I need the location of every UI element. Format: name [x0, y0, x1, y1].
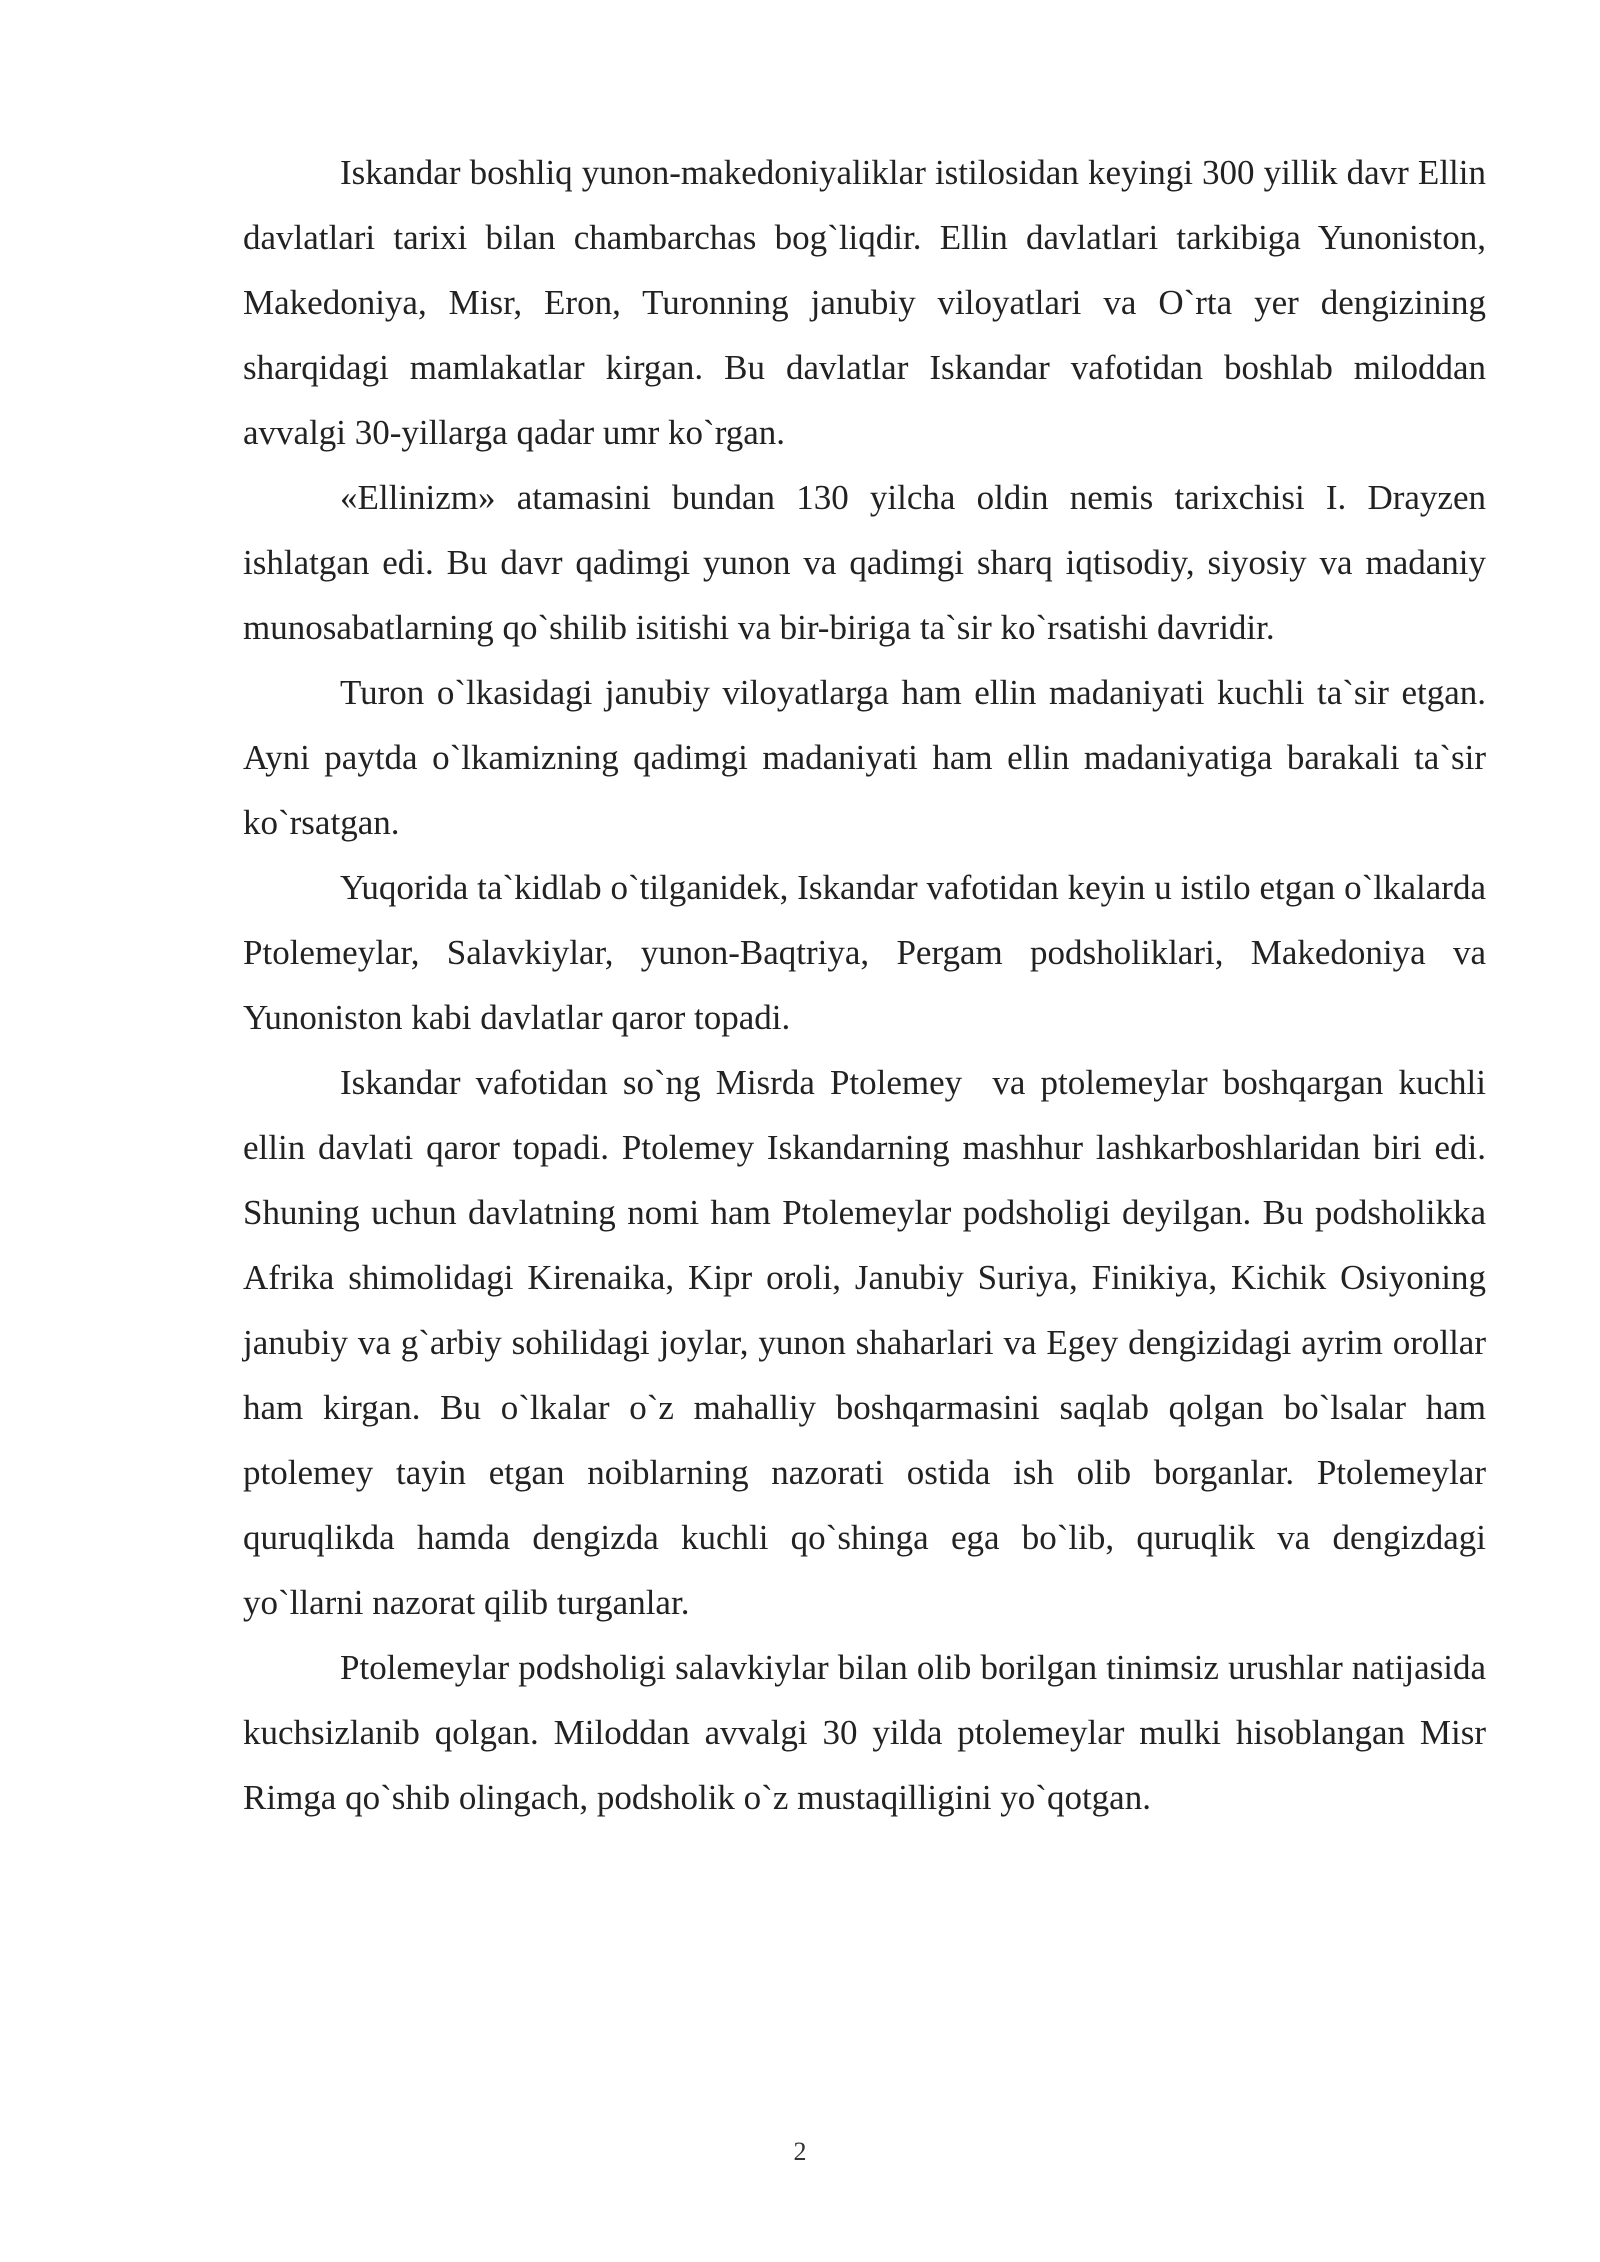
paragraph-6: Ptolemeylar podsholigi salavkiylar bilan olib borilgan tinimsiz urushlar natijasida kuchsizlanib qolgan. Miloddan avvalgi 30 yilda ptolemeylar mulki hisoblangan Misr Rimga qo`shib olingach, podsholik o`z mustaqilligini yo`qotgan. [243, 1648, 1486, 1817]
paragraph-3: Turon o`lkasidagi janubiy viloyatlarga ham ellin madaniyati kuchli ta`sir etgan. Ayni paytda o`lkamizning qadimgi madaniyati ham ellin madaniyatiga barakali ta`sir ko`rsatgan. [243, 673, 1486, 842]
paragraph-5: Iskandar vafotidan so`ng Misrda Ptolemey va ptolemeylar boshqargan kuchli ellin davlati qaror topadi. Ptolemey Iskandarning mashhur lashkarboshlaridan biri edi. Shuning uchun davlatning nomi ham Ptolemeylar podsholigi deyilgan. Bu podsholikka Afrika shimolidagi Kirenaika, Kipr oroli, Janubiy Suriya, Finikiya, Kichik Osiyoning janubiy va g`arbiy sohilidagi joylar, yunon shaharlari va Egey dengizidagi ayrim orollar ham kirgan. Bu o`lkalar o`z mahalliy boshqarmasini saqlab qolgan bo`lsalar ham ptolemey tayin etgan noiblarning nazorati ostida ish olib borganlar. Ptolemeylar quruqlikda hamda dengizda kuchli qo`shinga ega bo`lib, quruqlik va dengizdagi yo`llarni nazorat qilib turganlar. [243, 1063, 1495, 1622]
paragraph-4: Yuqorida ta`kidlab o`tilganidek, Iskandar vafotidan keyin u istilo etgan o`lkalarda Ptolemeylar, Salavkiylar, yunon-Baqtriya, Pergam podsholiklari, Makedoniya va Yunoniston kabi davlatlar qaror topadi. [243, 868, 1486, 1037]
paragraph-2: «Ellinizm» atamasini bundan 130 yilcha oldin nemis tarixchisi I. Drayzen ishlatgan edi. Bu davr qadimgi yunon va qadimgi sharq iqtisodiy, siyosiy va madaniy munosabatlarning qo`shilib isitishi va bir-biriga ta`sir ko`rsatishi davridir. [243, 478, 1486, 647]
paragraph-1: Iskandar boshliq yunon-makedoniyaliklar istilosidan keyingi 300 yillik davr Ellin davlatlari tarixi bilan chambarchas bog`liqdir. Ellin davlatlari tarkibiga Yunoniston, Makedoniya, Misr, Eron, Turonning janubiy viloyatlari va O`rta yer dengizining sharqidagi mamlakatlar kirgan. Bu davlatlar Iskandar vafotidan boshlab miloddan avvalgi 30-yillarga qadar umr ko`rgan. [243, 153, 1486, 452]
page-number: 2 [793, 2137, 807, 2166]
document-body [243, 140, 1495, 1830]
